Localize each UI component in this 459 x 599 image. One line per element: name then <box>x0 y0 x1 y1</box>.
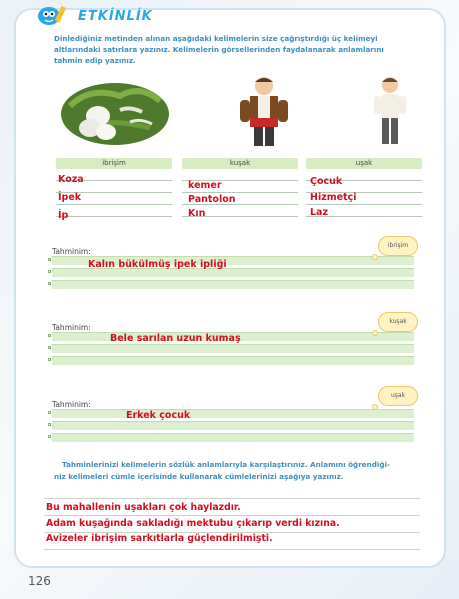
guess-box-ibrisim[interactable] <box>44 244 414 296</box>
bullet-icon <box>48 435 51 438</box>
guess-answer: Erkek çocuk <box>126 410 191 421</box>
answer-text: Laz <box>310 207 328 218</box>
sentence-text: Avizeler ibrişim sarkıtlarla güçlendirilmişti. <box>46 533 273 544</box>
column-head: kuşak <box>182 158 298 169</box>
bullet-icon <box>48 334 51 337</box>
cloud-tail-icon <box>372 404 378 410</box>
page-number: 126 <box>28 574 51 588</box>
guess-line[interactable] <box>52 421 414 430</box>
sentence-text: Bu mahallenin uşakları çok haylazdır. <box>46 502 241 513</box>
guess-answer: Kalın bükülmüş ipek ipliği <box>88 259 227 270</box>
guess-label: Tahminim: <box>52 323 91 332</box>
answer-line[interactable] <box>56 205 172 217</box>
pencil-character-icon <box>36 2 66 28</box>
column-head: ibrişim <box>56 158 172 169</box>
guess-line[interactable] <box>52 356 414 365</box>
bottom-instruction-line-1: Tahminlerinizi kelimelerin sözlük anlamlarıyla karşılaştırınız. Anlamını öğrendiği- <box>62 460 390 469</box>
guess-line[interactable] <box>52 344 414 353</box>
activity-title: ETKİNLİK <box>78 9 153 24</box>
cloud-tail-icon <box>372 254 378 260</box>
boy-icon <box>370 74 410 148</box>
bottom-instruction-line-2: niz kelimeleri cümle içerisinde kullanarak cümlelerinizi aşağıya yazınız. <box>54 472 344 481</box>
column-head: uşak <box>306 158 422 169</box>
title-badge <box>26 2 153 28</box>
thought-cloud-icon: ibrişim <box>378 236 418 256</box>
bullet-icon <box>48 423 51 426</box>
guess-label: Tahminim: <box>52 400 91 409</box>
thought-cloud-icon: kuşak <box>378 312 418 332</box>
sentence-line[interactable] <box>44 549 420 550</box>
answer-text: Çocuk <box>310 176 343 187</box>
cloud-tail-icon <box>372 330 378 336</box>
guess-line[interactable] <box>52 433 414 442</box>
column-ibrisim <box>56 158 172 217</box>
guess-box-kusak[interactable] <box>44 320 414 372</box>
answer-text: Hizmetçi <box>310 192 357 203</box>
guess-label: Tahminim: <box>52 247 91 256</box>
instruction-line-3: tahmin edip yazınız. <box>54 56 136 65</box>
man-with-sash-icon <box>236 74 292 148</box>
answer-text: Pantolon <box>188 194 236 205</box>
answer-text: kemer <box>188 180 222 191</box>
sentence-text: Adam kuşağında sakladığı mektubu çıkarıp verdi kızına. <box>46 518 340 529</box>
bullet-icon <box>48 258 51 261</box>
bullet-icon <box>48 282 51 285</box>
guess-line[interactable] <box>52 280 414 289</box>
illustrations <box>40 76 430 148</box>
guess-box-usak[interactable] <box>44 397 414 449</box>
guess-line[interactable] <box>52 409 414 418</box>
bullet-icon <box>48 270 51 273</box>
guess-answer: Bele sarılan uzun kumaş <box>110 333 241 344</box>
answer-text: Koza <box>58 174 84 185</box>
thought-cloud-icon: uşak <box>378 386 418 406</box>
bullet-icon <box>48 358 51 361</box>
sentence-line[interactable] <box>44 515 420 516</box>
instruction-line-2: altlarındaki satırlara yazınız. Kelimelerin görsellerinden faydalanarak anlamlarını <box>54 45 384 54</box>
instruction-line-1: Dinlediğiniz metinden alınan aşağıdaki kelimelerin size çağrıştırdığı üç kelimeyi <box>54 34 378 43</box>
bullet-icon <box>48 346 51 349</box>
bullet-icon <box>48 411 51 414</box>
answer-text: İp <box>58 210 69 221</box>
sentence-line[interactable] <box>44 498 420 499</box>
silkworm-cocoons-icon <box>60 76 170 146</box>
answer-text: İpek <box>58 192 82 203</box>
answer-text: Kın <box>188 208 206 219</box>
